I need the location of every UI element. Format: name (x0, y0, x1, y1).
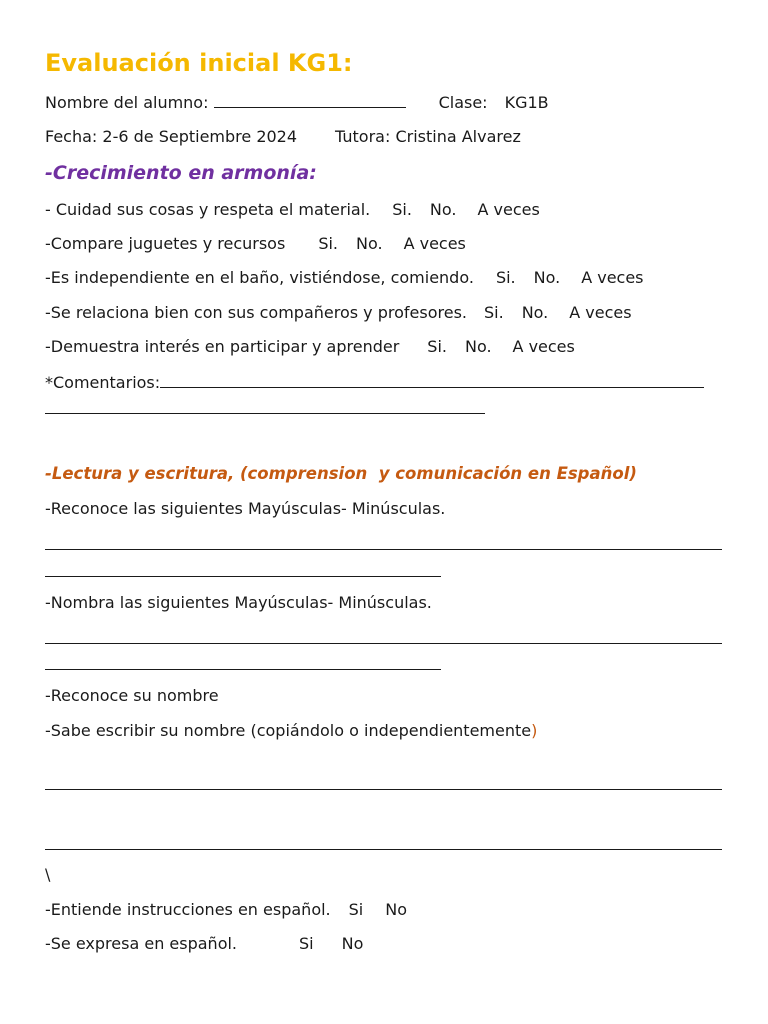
page-title: Evaluación inicial KG1: (45, 49, 353, 77)
option-si[interactable]: Si. (427, 337, 447, 356)
option-no[interactable]: No. (533, 268, 561, 287)
recognize-name-text: -Reconoce su nombre (45, 686, 219, 705)
option-a-veces[interactable]: A veces (581, 268, 644, 287)
option-si[interactable]: Si. (392, 200, 412, 219)
date-text: Fecha: 2-6 de Septiembre 2024 (45, 127, 298, 146)
checklist-item (45, 268, 644, 288)
student-name-row (45, 92, 549, 113)
checklist-item (45, 234, 466, 254)
tutor-text: Tutora: Cristina Alvarez (335, 127, 521, 146)
item-text: -Demuestra interés en participar y aprender (45, 337, 400, 356)
recognize-letters-text: -Reconoce las siguientes Mayúsculas- Minúsculas. (45, 499, 446, 518)
option-si[interactable]: Si. (495, 268, 516, 287)
option-a-veces[interactable]: A veces (403, 234, 466, 253)
answer-line[interactable] (45, 669, 441, 670)
answer-line[interactable] (45, 789, 722, 790)
option-no[interactable]: No. (429, 200, 457, 219)
option-si[interactable]: Si (299, 934, 314, 953)
date-row (45, 127, 521, 147)
option-no[interactable]: No (385, 900, 408, 919)
comments-label: *Comentarios: (45, 373, 161, 392)
name-letters-text: -Nombra las siguientes Mayúsculas- Minúsculas. (45, 593, 432, 612)
answer-line[interactable] (45, 576, 441, 577)
write-name-text: -Sabe escribir su nombre (copiándolo o independientemente (45, 721, 532, 740)
answer-line[interactable] (45, 643, 722, 644)
checklist-item (45, 337, 575, 357)
class-value: KG1B (504, 93, 549, 112)
option-a-veces[interactable]: A veces (477, 200, 540, 219)
checklist-item (45, 303, 632, 323)
option-a-veces[interactable]: A veces (569, 303, 632, 322)
student-name-blank[interactable] (214, 92, 406, 108)
section-heading-reading-writing: -Lectura y escritura, (comprension y comunicación en Español) (45, 464, 637, 483)
answer-line[interactable] (45, 549, 722, 550)
item-text: -Es independiente en el baño, vistiéndose, comiendo. (45, 268, 474, 287)
understands-spanish-row (45, 900, 407, 920)
option-si[interactable]: Si. (484, 303, 504, 322)
option-si[interactable]: Si. (318, 234, 338, 253)
comments-blank[interactable] (160, 372, 704, 388)
comments-blank-line[interactable] (45, 413, 485, 414)
item-text: -Compare juguetes y recursos (45, 234, 286, 253)
item-text: -Se relaciona bien con sus compañeros y profesores. (45, 303, 467, 322)
option-no[interactable]: No. (521, 303, 549, 322)
comments-row (45, 372, 704, 393)
expresses-spanish-row (45, 934, 363, 954)
item-text: -Se expresa en español. (45, 934, 238, 953)
answer-line[interactable] (45, 849, 722, 850)
student-name-label: Nombre del alumno: (45, 93, 209, 112)
backslash-mark: \ (45, 865, 51, 884)
class-label: Clase: (438, 93, 488, 112)
option-no[interactable]: No (341, 934, 364, 953)
option-si[interactable]: Si (348, 900, 364, 919)
item-text: - Cuidad sus cosas y respeta el material. (45, 200, 371, 219)
write-name-paren: ) (531, 721, 538, 740)
section-heading-growth: -Crecimiento en armonía: (45, 162, 317, 184)
item-text: -Entiende instrucciones en español. (45, 900, 331, 919)
option-a-veces[interactable]: A veces (512, 337, 575, 356)
checklist-item (45, 200, 540, 220)
option-no[interactable]: No. (464, 337, 492, 356)
write-name-row (45, 721, 537, 741)
option-no[interactable]: No. (356, 234, 383, 253)
